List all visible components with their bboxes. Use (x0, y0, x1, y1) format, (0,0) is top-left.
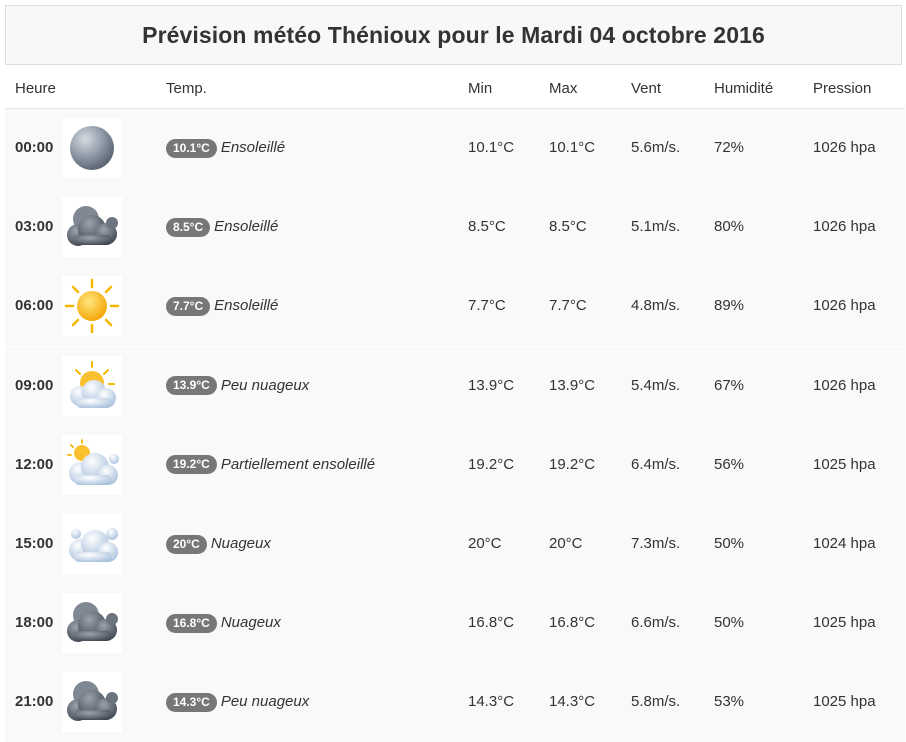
header-hour: Heure (15, 80, 56, 97)
header-max: Max (549, 80, 578, 97)
table-row (5, 267, 905, 346)
row-humidity: 72% (714, 139, 745, 156)
row-humidity: 50% (714, 614, 745, 632)
moon-clear-icon (62, 118, 122, 178)
row-max: 13.9°C (549, 376, 596, 394)
table-header (5, 70, 905, 109)
row-min: 19.2°C (468, 455, 515, 473)
row-hour: 03:00 (15, 218, 54, 236)
temperature-badge: 16.8°C (166, 614, 217, 633)
weather-description: Ensoleillé (220, 139, 286, 157)
temperature-badge: 8.5°C (166, 218, 210, 237)
row-temperature (166, 138, 285, 158)
row-pressure: 1026 hpa (813, 376, 876, 394)
temperature-badge: 19.2°C (166, 455, 217, 474)
table-row (5, 347, 905, 426)
table-row (5, 505, 905, 584)
weather-description: Peu nuageux (220, 693, 310, 711)
row-max: 16.8°C (549, 614, 596, 632)
row-humidity: 80% (714, 218, 745, 236)
row-pressure: 1025 hpa (813, 693, 876, 711)
row-max: 8.5°C (549, 218, 587, 236)
row-hour: 06:00 (15, 297, 54, 315)
row-humidity: 50% (714, 535, 745, 552)
row-wind: 6.6m/s. (631, 614, 681, 632)
row-min: 8.5°C (468, 218, 506, 236)
partly-sunny-icon (62, 435, 122, 495)
row-min: 10.1°C (468, 139, 515, 156)
page-title: Prévision météo Thénioux pour le Mardi 04 octobre 2016 (142, 21, 765, 48)
row-wind: 5.4m/s. (631, 376, 681, 394)
weather-description: Nuageux (210, 535, 271, 553)
row-temperature (166, 534, 271, 554)
temperature-badge: 20°C (166, 535, 207, 554)
weather-description: Ensoleillé (214, 218, 279, 236)
row-min: 13.9°C (468, 376, 515, 394)
row-hour: 21:00 (15, 693, 54, 711)
temperature-badge: 7.7°C (166, 297, 210, 316)
row-max: 19.2°C (549, 455, 596, 473)
row-temperature (166, 455, 375, 475)
table-row (5, 663, 905, 742)
row-pressure: 1025 hpa (813, 455, 876, 473)
weather-description: Ensoleillé (214, 297, 279, 315)
row-temperature (166, 613, 281, 633)
row-min: 16.8°C (468, 614, 515, 632)
table-row (5, 584, 905, 663)
row-wind: 5.6m/s. (631, 139, 681, 156)
row-wind: 4.8m/s. (631, 297, 681, 315)
row-hour: 12:00 (15, 455, 54, 473)
header-pressure: Pression (813, 80, 872, 97)
table-row (5, 109, 905, 188)
header-wind: Vent (631, 80, 662, 97)
row-temperature (166, 692, 309, 712)
row-pressure: 1026 hpa (813, 297, 876, 315)
row-max: 10.1°C (549, 139, 596, 156)
header-temp: Temp. (166, 80, 207, 97)
sun-cloud-icon (62, 356, 122, 416)
weather-description: Peu nuageux (220, 376, 310, 394)
row-humidity: 56% (714, 455, 745, 473)
row-hour: 18:00 (15, 614, 54, 632)
row-pressure: 1025 hpa (813, 614, 876, 632)
row-pressure: 1026 hpa (813, 139, 876, 156)
row-pressure: 1026 hpa (813, 218, 876, 236)
row-temperature (166, 296, 278, 316)
row-hour: 00:00 (15, 139, 54, 156)
temperature-badge: 10.1°C (166, 139, 217, 158)
row-humidity: 53% (714, 693, 745, 711)
weather-description: Nuageux (220, 614, 281, 632)
row-humidity: 89% (714, 297, 745, 315)
table-row (5, 188, 905, 267)
temperature-badge: 13.9°C (166, 376, 217, 395)
row-wind: 6.4m/s. (631, 455, 681, 473)
row-max: 7.7°C (549, 297, 587, 315)
night-cloudy-icon (62, 197, 122, 257)
row-min: 20°C (468, 535, 502, 552)
row-hour: 09:00 (15, 376, 54, 394)
row-max: 20°C (549, 535, 583, 552)
header-min: Min (468, 80, 493, 97)
row-humidity: 67% (714, 376, 745, 394)
temperature-badge: 14.3°C (166, 693, 217, 712)
row-min: 14.3°C (468, 693, 515, 711)
night-cloudy-icon (62, 672, 122, 732)
weather-description: Partiellement ensoleillé (220, 455, 376, 473)
row-min: 7.7°C (468, 297, 506, 315)
row-temperature (166, 376, 309, 396)
table-row (5, 426, 905, 505)
row-wind: 5.1m/s. (631, 218, 681, 236)
row-wind: 7.3m/s. (631, 535, 681, 552)
sun-icon (62, 276, 122, 336)
forecast-title-panel (5, 5, 902, 65)
row-wind: 5.8m/s. (631, 693, 681, 711)
row-pressure: 1024 hpa (813, 535, 876, 552)
cloudy-icon (62, 514, 122, 574)
header-humidity: Humidité (714, 80, 774, 97)
row-hour: 15:00 (15, 535, 54, 552)
row-max: 14.3°C (549, 693, 596, 711)
night-cloudy-icon (62, 593, 122, 653)
row-temperature (166, 217, 278, 237)
